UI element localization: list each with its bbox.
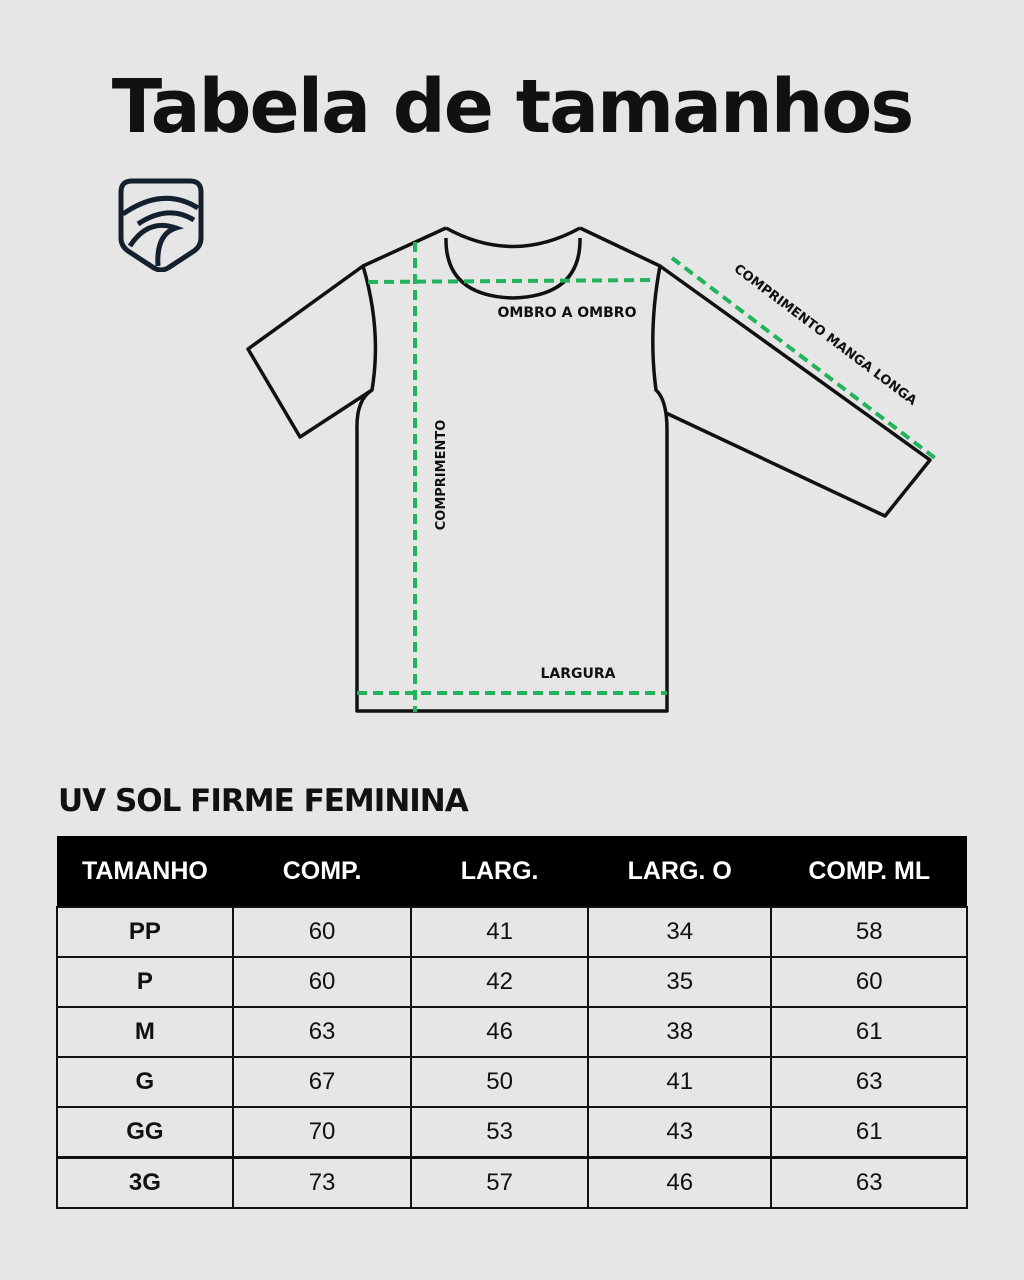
table-cell: 50 bbox=[411, 1057, 588, 1107]
body-outline bbox=[357, 228, 667, 711]
section-title: UV SOL FIRME FEMININA bbox=[58, 783, 468, 819]
table-cell: 70 bbox=[233, 1107, 412, 1158]
table-cell: 63 bbox=[233, 1007, 412, 1057]
header-sleeve-length: COMP. ML bbox=[771, 836, 967, 907]
table-cell: 73 bbox=[233, 1158, 412, 1209]
table-row bbox=[57, 1007, 967, 1057]
size-cell: P bbox=[57, 957, 233, 1007]
table-cell: 43 bbox=[588, 1107, 772, 1158]
table-header-row bbox=[57, 836, 967, 907]
shoulder-label: OMBRO A OMBRO bbox=[497, 305, 637, 321]
collar-outline bbox=[446, 228, 580, 247]
table-cell: 60 bbox=[233, 957, 412, 1007]
sleeve-label: COMPRIMENTO MANGA LONGA bbox=[730, 261, 920, 409]
header-width: LARG. bbox=[411, 836, 588, 907]
table-cell: 60 bbox=[233, 907, 412, 957]
size-cell: G bbox=[57, 1057, 233, 1107]
left-sleeve-outline bbox=[248, 266, 372, 437]
table-cell: 41 bbox=[588, 1057, 772, 1107]
table-cell: 67 bbox=[233, 1057, 412, 1107]
size-cell: M bbox=[57, 1007, 233, 1057]
table-cell: 60 bbox=[771, 957, 967, 1007]
table-cell: 35 bbox=[588, 957, 772, 1007]
header-shoulder-width: LARG. O bbox=[588, 836, 772, 907]
table-cell: 46 bbox=[411, 1007, 588, 1057]
table-row bbox=[57, 1158, 967, 1209]
table-cell: 42 bbox=[411, 957, 588, 1007]
table-cell: 61 bbox=[771, 1107, 967, 1158]
size-cell: GG bbox=[57, 1107, 233, 1158]
table-cell: 41 bbox=[411, 907, 588, 957]
width-label: LARGURA bbox=[540, 666, 616, 682]
size-cell: 3G bbox=[57, 1158, 233, 1209]
table-cell: 58 bbox=[771, 907, 967, 957]
table-row bbox=[57, 1057, 967, 1107]
size-cell: PP bbox=[57, 907, 233, 957]
table-cell: 46 bbox=[588, 1158, 772, 1209]
page-title: Tabela de tamanhos bbox=[111, 64, 913, 150]
table-cell: 57 bbox=[411, 1158, 588, 1209]
length-label: COMPRIMENTO bbox=[434, 419, 449, 531]
table-row bbox=[57, 1107, 967, 1158]
table-row bbox=[57, 957, 967, 1007]
table-cell: 53 bbox=[411, 1107, 588, 1158]
table-cell: 34 bbox=[588, 907, 772, 957]
table-cell: 63 bbox=[771, 1057, 967, 1107]
size-table bbox=[56, 836, 968, 1209]
table-cell: 63 bbox=[771, 1158, 967, 1209]
table-cell: 38 bbox=[588, 1007, 772, 1057]
table-row bbox=[57, 907, 967, 957]
header-length: COMP. bbox=[233, 836, 412, 907]
table-cell: 61 bbox=[771, 1007, 967, 1057]
header-size: TAMANHO bbox=[57, 836, 233, 907]
sleeve-guide-line bbox=[672, 258, 935, 458]
shoulder-guide-line bbox=[368, 280, 656, 282]
